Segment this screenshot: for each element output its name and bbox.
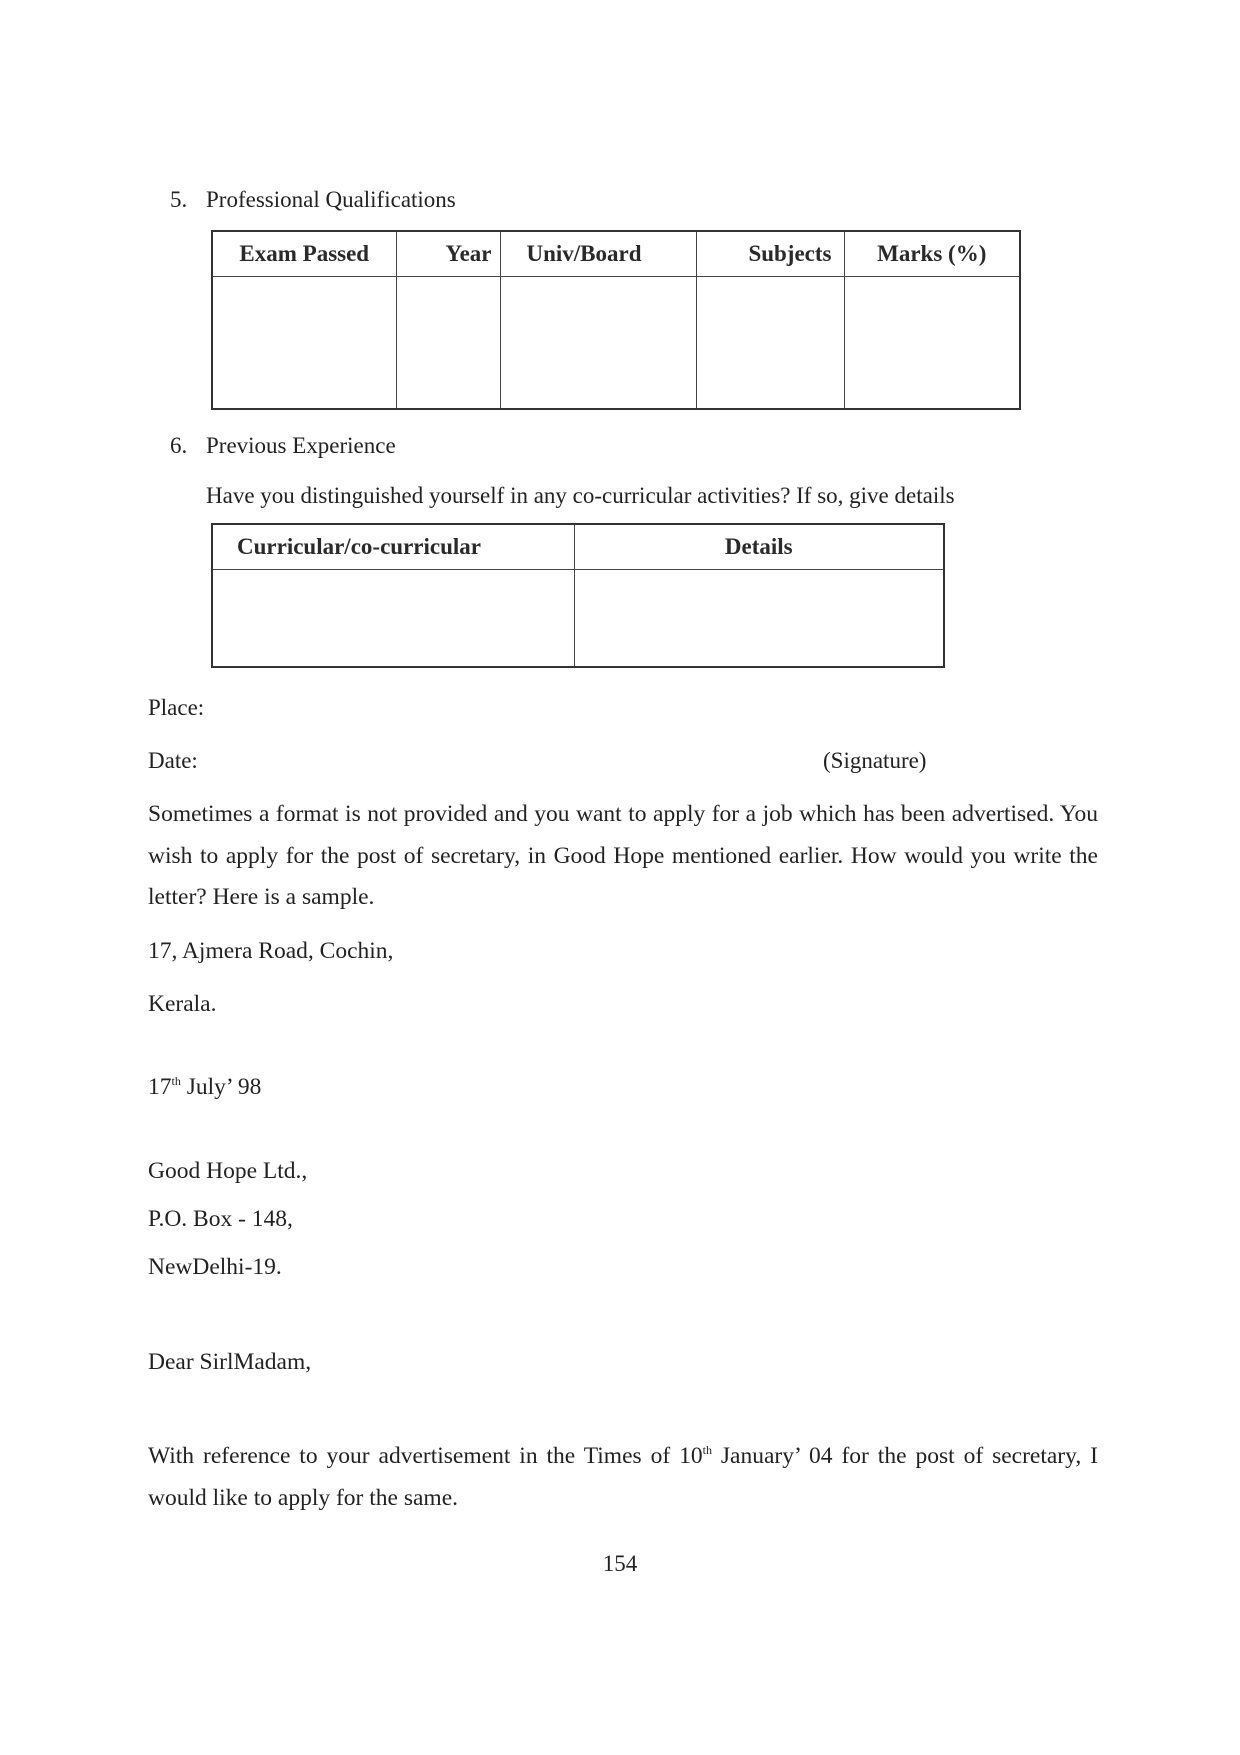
activities-table — [211, 523, 945, 668]
letter-body — [148, 1436, 1098, 1519]
table-cell[interactable] — [844, 277, 1020, 410]
column-header-curricular: Curricular/co-curricular — [212, 524, 574, 570]
table-cell[interactable] — [212, 277, 396, 410]
section-6-heading — [170, 432, 396, 460]
column-header-marks: Marks (%) — [844, 231, 1020, 277]
page-number: 154 — [602, 1551, 638, 1576]
salutation: Dear SirlMadam, — [148, 1349, 312, 1375]
cocurricular-question: Have you distinguished yourself in any co-curricular activities? If so, give details — [206, 483, 955, 508]
table-cell[interactable] — [212, 570, 574, 668]
letter-body-sup: th — [702, 1443, 712, 1457]
table-cell[interactable] — [574, 570, 944, 668]
letter-body-text: January’ 04 for the post of secretary, I would like to apply for the same. — [148, 1443, 1098, 1511]
column-header-univ-board: Univ/Board — [500, 231, 696, 277]
qualifications-table — [211, 230, 1021, 410]
table-cell[interactable] — [396, 277, 500, 410]
recipient-address-line: P.O. Box - 148, — [148, 1206, 293, 1232]
date-label: Date: — [148, 748, 198, 773]
recipient-address-line: NewDelhi-19. — [148, 1254, 282, 1280]
section-number: 6. — [170, 433, 188, 458]
table-row — [212, 570, 944, 668]
letter-date — [148, 1073, 261, 1101]
sender-address-line: 17, Ajmera Road, Cochin, — [148, 938, 394, 964]
section-title: Previous Experience — [206, 433, 396, 458]
table-row — [212, 277, 1020, 410]
table-header-row — [212, 231, 1020, 277]
column-header-details: Details — [574, 524, 944, 570]
table-cell[interactable] — [696, 277, 844, 410]
signature-label: (Signature) — [823, 748, 927, 773]
recipient-address-line: Good Hope Ltd., — [148, 1158, 308, 1184]
column-header-subjects: Subjects — [696, 231, 844, 277]
sender-address-line: Kerala. — [148, 991, 217, 1017]
section-number: 5. — [170, 187, 188, 212]
section-title: Professional Qualifications — [206, 187, 456, 212]
table-cell[interactable] — [500, 277, 696, 410]
place-label: Place: — [148, 695, 205, 720]
table-header-row — [212, 524, 944, 570]
date-suffix: th — [171, 1074, 181, 1088]
intro-paragraph: Sometimes a format is not provided and you want to apply for a job which has been advertised. You wish to apply for the post of secretary, in Good Hope mentioned earlier. How would you write the letter? Here is a sample. — [148, 801, 1098, 910]
letter-body-text: With reference to your advertisement in the Times of 10 — [148, 1443, 703, 1469]
date-day: 17 — [148, 1074, 172, 1100]
column-header-exam-passed: Exam Passed — [212, 231, 396, 277]
column-header-year: Year — [396, 231, 500, 277]
section-5-heading — [170, 186, 456, 214]
date-month-year: July’ 98 — [180, 1074, 262, 1100]
